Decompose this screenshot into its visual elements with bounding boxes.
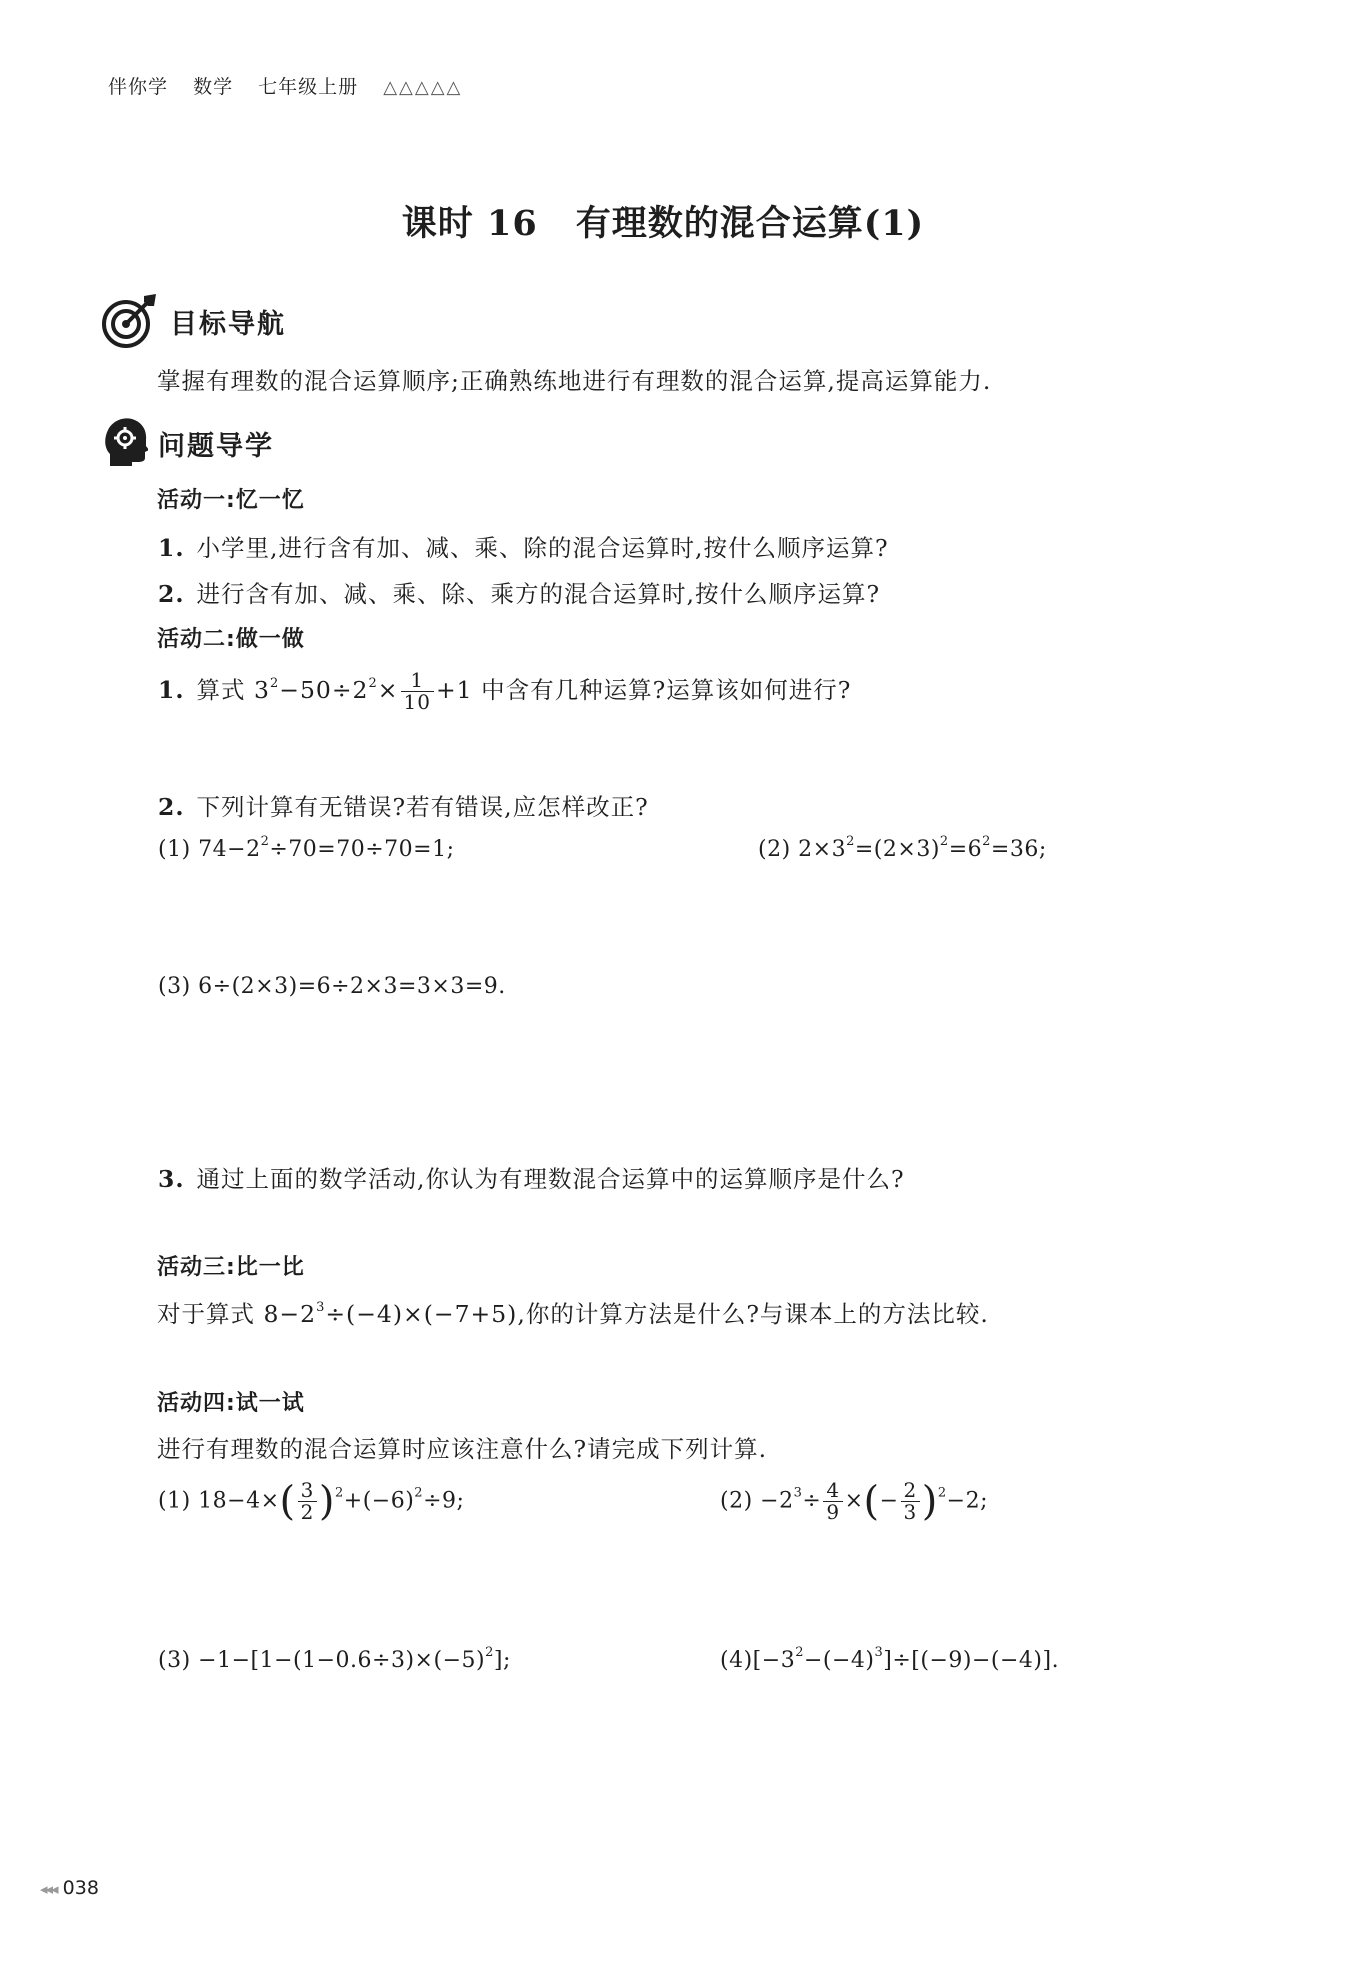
lesson-title <box>0 196 1326 246</box>
page-header <box>108 72 462 99</box>
question-text: 进行含有加、减、乘、除、乘方的混合运算时,按什么顺序运算? <box>196 580 881 608</box>
lesson-name: 有理数的混合运算(1) <box>575 203 925 244</box>
lead-text: 对于算式 <box>157 1300 255 1328</box>
activity2-question2 <box>158 788 649 822</box>
item-label: (2) <box>720 1488 753 1514</box>
item-label: (1) <box>158 837 191 862</box>
problem-item: (1) $74-2^2\div 70=70\div 70=1$; <box>158 834 455 862</box>
activity2-question3 <box>158 1160 905 1194</box>
question-text: 通过上面的数学活动,你认为有理数混合运算中的运算顺序是什么? <box>196 1165 905 1193</box>
activity1-question1 <box>158 529 889 563</box>
activity4-text: 进行有理数的混合运算时应该注意什么?请完成下列计算. <box>157 1435 768 1463</box>
triangle-decoration: △△△△△ <box>383 77 463 98</box>
goal-section-title: 目标导航 <box>170 309 286 340</box>
page-number: 038 <box>62 1877 99 1899</box>
expression: $8-2^3\div(-4)\times(-7+5)$ <box>263 1300 518 1328</box>
question-number: 2. <box>158 793 185 821</box>
book-name: 伴你学 <box>108 76 169 98</box>
grade-name: 七年级上册 <box>258 76 359 98</box>
problem-item: (3) 6÷(2×3)=6÷2×3=3×3=9. <box>158 974 506 999</box>
tail-text: ,你的计算方法是什么?与课本上的方法比较. <box>517 1300 989 1328</box>
calc-item: $(3) -1-[1-(1-0.6\div 3)\times(-5)^2]$; <box>158 1645 511 1673</box>
question-number: 3. <box>158 1165 185 1193</box>
item-label: (1) <box>158 1488 191 1514</box>
calc-item: $(2) -2^3\div$ $\frac{4}{9}$ ×(− $\frac{2}{3}$ )$^2$−2; <box>720 1478 989 1525</box>
activity2-question1 <box>158 670 851 713</box>
subject-name: 数学 <box>193 76 234 98</box>
item-label: (4) <box>720 1648 753 1673</box>
question-number: 2. <box>158 580 185 608</box>
expression: $3^2-50\div 2^2\times$ $\frac{1}{10}$ +1 <box>254 668 473 714</box>
target-icon <box>100 292 158 354</box>
page-footer <box>40 1877 99 1899</box>
problem-item: (2) $2\times 3^2=(2\times 3)^2=6^2=36$; <box>758 834 1047 862</box>
activity4-title: 活动四:试一试 <box>157 1391 305 1416</box>
activity3-text <box>157 1295 989 1329</box>
calc-item: (1) 18−4×( $\frac{3}{2}$ )$^2+(-6)^2\div 9$; <box>158 1478 465 1525</box>
question-tail: 中含有几种运算?运算该如何进行? <box>481 676 852 704</box>
question-number: 1. <box>158 534 185 562</box>
activity2-title: 活动二:做一做 <box>157 627 305 652</box>
question-number: 1. <box>158 676 185 704</box>
arrow-icon: ◂◂◂ <box>40 1880 57 1898</box>
activity1-question2 <box>158 575 880 609</box>
activity3-title: 活动三:比一比 <box>157 1255 305 1280</box>
guide-section-title: 问题导学 <box>158 431 274 462</box>
goal-text: 掌握有理数的混合运算顺序;正确熟练地进行有理数的混合运算,提高运算能力. <box>157 367 992 395</box>
question-text: 下列计算有无错误?若有错误,应怎样改正? <box>196 793 649 821</box>
calc-item: $(4)[-3^2-(-4)^3]\div[(-9)-(-4)]$. <box>720 1645 1060 1673</box>
head-gear-icon <box>102 416 148 472</box>
question-text: 小学里,进行含有加、减、乘、除的混合运算时,按什么顺序运算? <box>196 534 889 562</box>
item-label: (3) <box>158 1648 191 1673</box>
activity1-title: 活动一:忆一忆 <box>157 488 305 513</box>
question-lead: 算式 <box>196 676 246 704</box>
item-label: (2) <box>758 837 791 862</box>
item-label: (3) <box>158 974 191 999</box>
lesson-number: 课时 16 <box>401 203 538 244</box>
